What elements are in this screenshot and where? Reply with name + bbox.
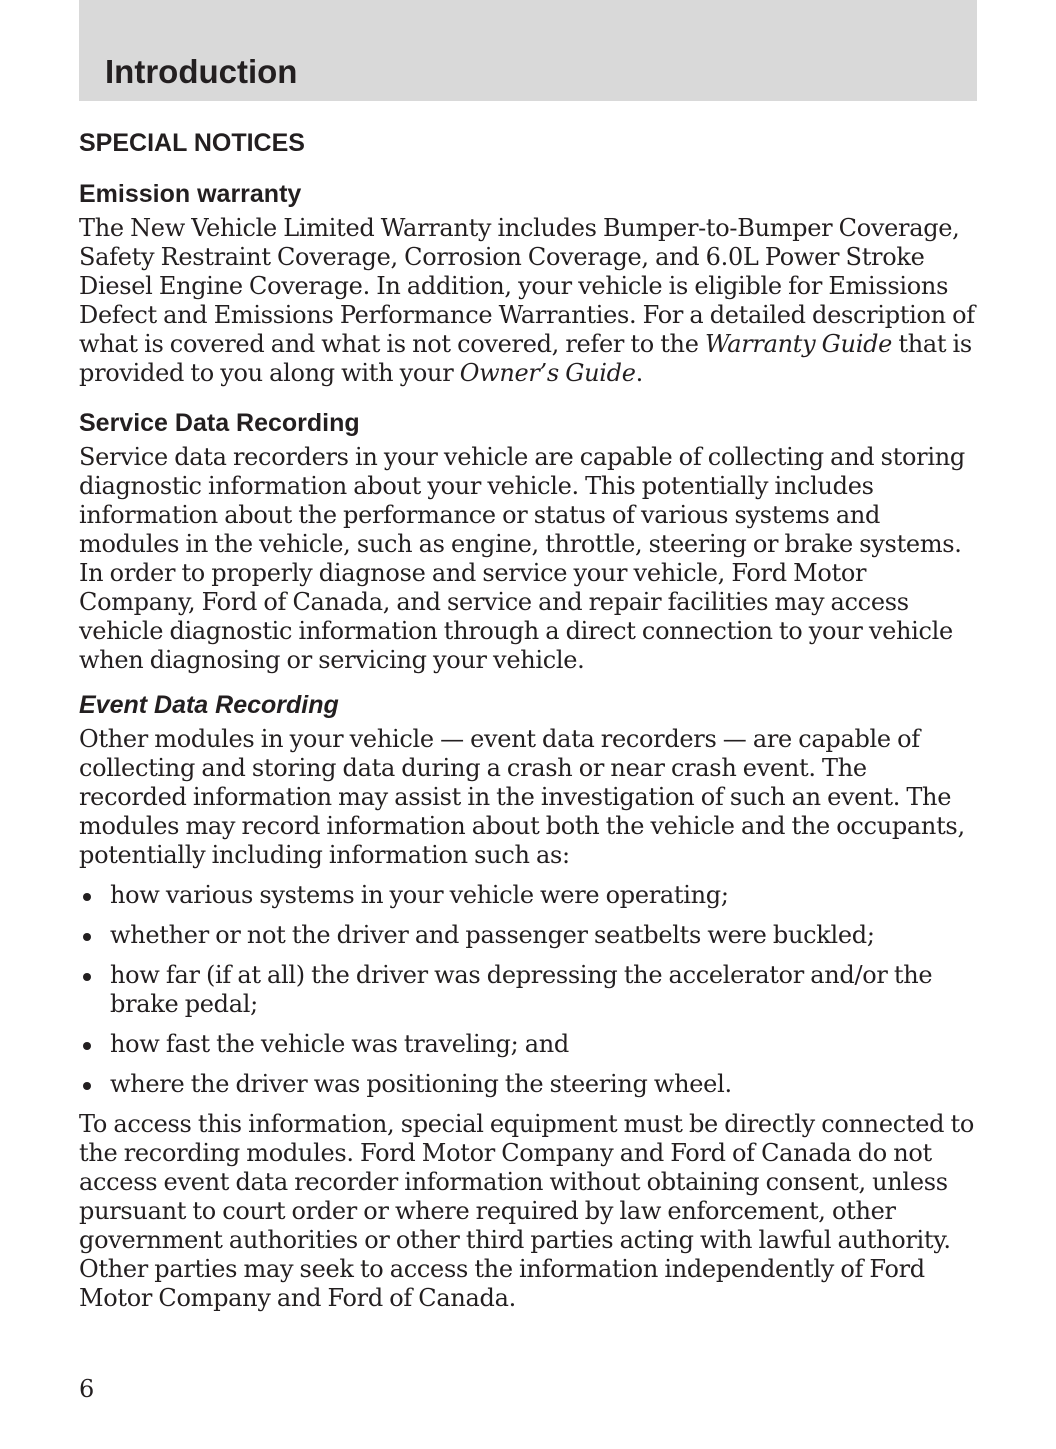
list-item-text: how fast the vehicle was traveling; and xyxy=(110,1030,569,1058)
page-content xyxy=(79,126,977,1313)
emission-warranty-heading: Emission warranty xyxy=(79,180,302,208)
list-item xyxy=(79,921,977,950)
list-item xyxy=(79,881,977,910)
event-data-heading: Event Data Recording xyxy=(79,691,339,719)
list-item xyxy=(79,1070,977,1099)
bullet-icon xyxy=(83,933,91,941)
emission-text-part-2: that is provided to you along with your xyxy=(79,330,972,387)
emission-text-part-1: The New Vehicle Limited Warranty includes Bumper-to-Bumper Coverage, Safety Restraint Coverage, Corrosion Coverage, and 6.0L Power Stroke Diesel Engine Coverage. In addition, your vehicle is eligible for Emissions Defect and Emissions Performance Warranties. For a detailed description of what is covered and what is not covered, refer to the xyxy=(79,214,975,358)
emission-warranty-text xyxy=(79,214,977,388)
bullet-icon xyxy=(83,1042,91,1050)
list-item-text: how far (if at all) the driver was depressing the accelerator and/or the brake pedal; xyxy=(110,961,933,1018)
chapter-title: Introduction xyxy=(105,53,298,90)
list-item xyxy=(79,961,977,1019)
bullet-icon xyxy=(83,893,91,901)
list-item-text: where the driver was positioning the steering wheel. xyxy=(110,1070,732,1098)
warranty-guide-title: Warranty Guide xyxy=(704,330,893,358)
list-item xyxy=(79,1030,977,1059)
service-data-text: Service data recorders in your vehicle are capable of collecting and storing diagnostic information about your vehicle. This potentially includes information about the performance or status of various systems and modules in the vehicle, such as engine, throttle, steering or brake systems. In order to properly diagnose and service your vehicle, Ford Motor Company, Ford of Canada, and service and repair facilities may access vehicle diagnostic information through a direct connection to your vehicle when diagnosing or servicing your vehicle. xyxy=(79,443,965,674)
bullet-icon xyxy=(83,1082,91,1090)
page-number: 6 xyxy=(79,1375,95,1403)
list-item-text: how various systems in your vehicle were operating; xyxy=(110,881,729,909)
service-data-heading: Service Data Recording xyxy=(79,409,360,437)
event-data-intro: Other modules in your vehicle — event data recorders — are capable of collecting and storing data during a crash or near crash event. The recorded information may assist in the investigation of such an event. The modules may record information about both the vehicle and the occupants, potentially including information such as: xyxy=(79,725,965,869)
emission-text-part-3: . xyxy=(635,359,643,387)
chapter-header xyxy=(79,0,977,101)
owners-guide-title: Owner’s Guide xyxy=(459,359,636,387)
section-title: SPECIAL NOTICES xyxy=(79,129,305,157)
event-data-list xyxy=(79,881,977,1099)
event-data-closing: To access this information, special equipment must be directly connected to the recording modules. Ford Motor Company and Ford of Canada do not access event data recorder information without obtaining consent, unless pursuant to court order or where required by law enforcement, other government authorities or other third parties acting with lawful authority. Other parties may seek to access the information independently of Ford Motor Company and Ford of Canada. xyxy=(79,1110,975,1312)
bullet-icon xyxy=(83,973,91,981)
list-item-text: whether or not the driver and passenger seatbelts were buckled; xyxy=(110,921,875,949)
